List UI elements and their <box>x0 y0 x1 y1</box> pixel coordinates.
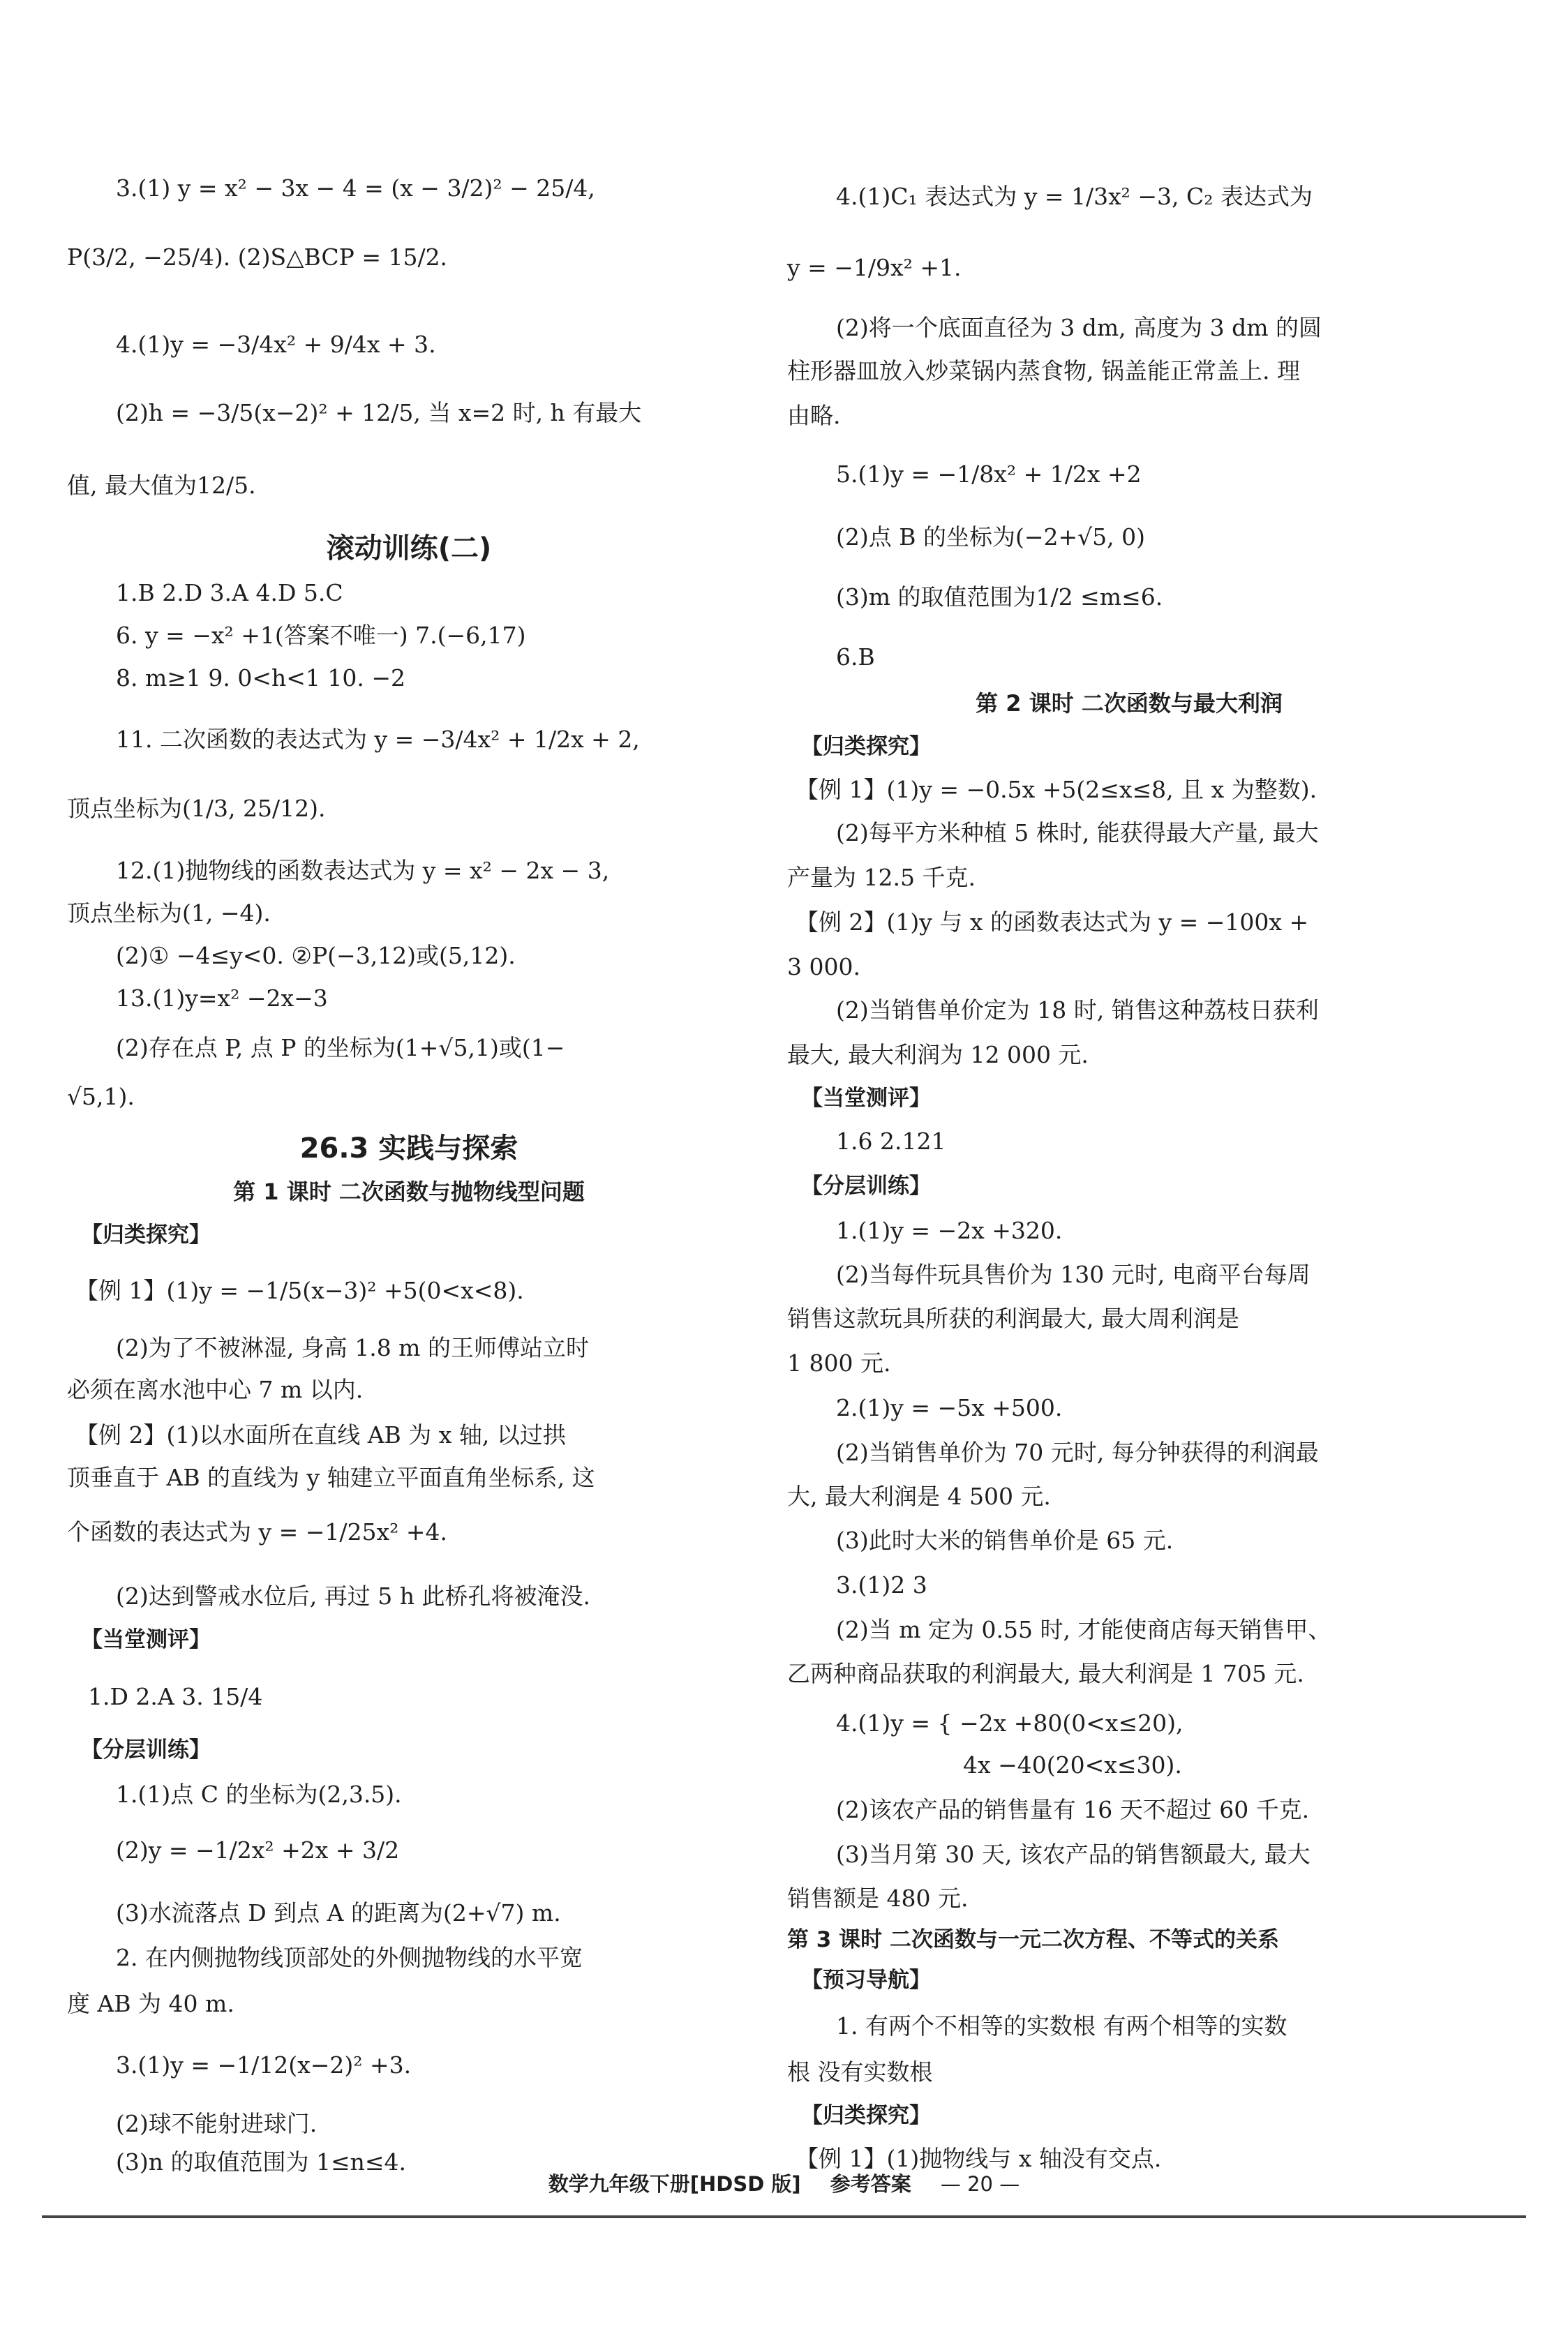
answer-line: 1. 有两个不相等的实数根 有两个相等的实数 <box>836 2012 1287 2040</box>
answer-line: (2)该农产品的销售量有 16 天不超过 60 千克. <box>836 1796 1310 1823</box>
answer-line: 4.(1)y = { −2x +80(0<x≤20), <box>836 1710 1184 1737</box>
answer-line: 1.(1)y = −2x +320. <box>836 1217 1063 1244</box>
tag-preview: 【预习导航】 <box>801 1968 931 1993</box>
answer-line: 8. m≥1 9. 0<h<1 10. −2 <box>116 664 406 691</box>
answer-line: 顶垂直于 AB 的直线为 y 轴建立平面直角坐标系, 这 <box>67 1464 595 1491</box>
answer-line: (2)存在点 P, 点 P 的坐标为(1+√5,1)或(1− <box>116 1034 565 1061</box>
answer-line: 乙两种商品获取的利润最大, 最大利润是 1 705 元. <box>787 1660 1304 1687</box>
answer-line: 5.(1)y = −1/8x² + 1/2x +2 <box>836 461 1142 488</box>
bottom-rule <box>42 2215 1526 2218</box>
answer-line: (2)当每件玩具售价为 130 元时, 电商平台每周 <box>836 1261 1311 1288</box>
answer-line: (2)达到警戒水位后, 再过 5 h 此桥孔将被淹没. <box>116 1583 590 1610</box>
answer-line: 度 AB 为 40 m. <box>67 1990 234 2017</box>
answer-line: P(3/2, −25/4). (2)S△BCP = 15/2. <box>67 244 448 271</box>
answer-line: 3.(1)y = −1/12(x−2)² +3. <box>116 2051 412 2079</box>
answer-line: (2)将一个底面直径为 3 dm, 高度为 3 dm 的圆 <box>836 314 1322 341</box>
answer-line: 产量为 12.5 千克. <box>787 864 976 891</box>
heading-section-26-3: 26.3 实践与探索 <box>299 1132 518 1165</box>
answer-line: 11. 二次函数的表达式为 y = −3/4x² + 1/2x + 2, <box>116 726 640 753</box>
answer-line: 销售这款玩具所获的利润最大, 最大周利润是 <box>787 1305 1239 1332</box>
answer-line: 值, 最大值为12/5. <box>67 472 256 499</box>
answer-line: 4.(1)y = −3/4x² + 9/4x + 3. <box>116 331 436 358</box>
answer-line: 最大, 最大利润为 12 000 元. <box>787 1041 1089 1068</box>
answer-line: 3.(1)2 3 <box>836 1571 927 1599</box>
answer-line: 【例 2】(1)y 与 x 的函数表达式为 y = −100x + <box>796 908 1309 936</box>
tag-explore: 【归类探究】 <box>801 734 931 759</box>
answer-line: 13.(1)y=x² −2x−3 <box>116 985 328 1012</box>
answer-line: 4x −40(20<x≤30). <box>963 1751 1182 1779</box>
footer-page-number: — 20 — <box>940 2172 1020 2196</box>
answer-line: 【例 1】(1)y = −1/5(x−3)² +5(0<x<8). <box>75 1277 524 1304</box>
answer-line: 顶点坐标为(1, −4). <box>67 899 271 927</box>
footer-book-title: 数学九年级下册[HDSD 版] <box>548 2172 801 2196</box>
tag-explore: 【归类探究】 <box>801 2103 931 2128</box>
answer-line: 6.B <box>836 643 875 671</box>
answer-line: 4.(1)C₁ 表达式为 y = 1/3x² −3, C₂ 表达式为 <box>836 183 1313 210</box>
answer-line: 销售额是 480 元. <box>787 1885 969 1912</box>
heading-rolling-training: 滚动训练(二) <box>326 532 492 564</box>
answer-line: √5,1). <box>67 1083 135 1110</box>
page-footer <box>0 2169 1568 2197</box>
answer-line: 根 没有实数根 <box>787 2058 933 2086</box>
answer-line: (2)h = −3/5(x−2)² + 12/5, 当 x=2 时, h 有最大 <box>116 399 642 426</box>
answer-line: (2)球不能射进球门. <box>116 2110 318 2137</box>
answer-line: 3.(1) y = x² − 3x − 4 = (x − 3/2)² − 25/4, <box>116 174 595 202</box>
answer-line: 1.(1)点 C 的坐标为(2,3.5). <box>116 1781 402 1808</box>
tag-class-test: 【当堂测评】 <box>801 1086 931 1111</box>
answer-line: (3)n 的取值范围为 1≤n≤4. <box>116 2148 407 2176</box>
answer-line: (2)当销售单价为 70 元时, 每分钟获得的利润最 <box>836 1439 1319 1466</box>
tag-layered-training: 【分层训练】 <box>801 1174 931 1199</box>
answer-line: 顶点坐标为(1/3, 25/12). <box>67 795 326 822</box>
answer-line: 柱形器皿放入炒菜锅内蒸食物, 锅盖能正常盖上. 理 <box>787 357 1300 384</box>
heading-lesson-1: 第 1 课时 二次函数与抛物线型问题 <box>233 1179 585 1205</box>
answer-line: (3)此时大米的销售单价是 65 元. <box>836 1527 1174 1554</box>
answer-line: 个函数的表达式为 y = −1/25x² +4. <box>67 1518 447 1546</box>
answer-line: (2)为了不被淋湿, 身高 1.8 m 的王师傅站立时 <box>116 1334 589 1361</box>
answer-line: 【例 1】(1)y = −0.5x +5(2≤x≤8, 且 x 为整数). <box>796 776 1317 803</box>
tag-explore: 【归类探究】 <box>81 1222 211 1248</box>
answer-line: 1.D 2.A 3. 15/4 <box>88 1683 263 1710</box>
answer-line: 必须在离水池中心 7 m 以内. <box>67 1376 364 1403</box>
heading-lesson-2: 第 2 课时 二次函数与最大利润 <box>976 690 1283 717</box>
tag-layered-training: 【分层训练】 <box>81 1737 211 1763</box>
answer-line: (2)每平方米种植 5 株时, 能获得最大产量, 最大 <box>836 819 1319 846</box>
answer-line: 3 000. <box>787 953 860 980</box>
tag-class-test: 【当堂测评】 <box>81 1627 211 1652</box>
answer-line: 2.(1)y = −5x +500. <box>836 1394 1063 1421</box>
answer-line: 【例 1】(1)抛物线与 x 轴没有交点. <box>796 2145 1162 2172</box>
answer-line: (3)水流落点 D 到点 A 的距离为(2+√7) m. <box>116 1899 561 1927</box>
answer-line: (3)m 的取值范围为1/2 ≤m≤6. <box>836 583 1163 611</box>
answer-line: (2)点 B 的坐标为(−2+√5, 0) <box>836 523 1146 551</box>
answer-line: 6. y = −x² +1(答案不唯一) 7.(−6,17) <box>116 622 526 649</box>
answer-line: (3)当月第 30 天, 该农产品的销售额最大, 最大 <box>836 1841 1311 1868</box>
answer-line: 2. 在内侧抛物线顶部处的外侧抛物线的水平宽 <box>116 1944 583 1971</box>
answer-line: 大, 最大利润是 4 500 元. <box>787 1483 1051 1510</box>
answer-line: y = −1/9x² +1. <box>787 254 962 281</box>
heading-lesson-3: 第 3 课时 二次函数与一元二次方程、不等式的关系 <box>787 1927 1279 1952</box>
answer-line: (2)当 m 定为 0.55 时, 才能使商店每天销售甲、 <box>836 1616 1331 1643</box>
answer-line: (2)y = −1/2x² +2x + 3/2 <box>116 1836 400 1864</box>
answer-line: (2)当销售单价定为 18 时, 销售这种荔枝日获利 <box>836 996 1319 1024</box>
answer-line: (2)① −4≤y<0. ②P(−3,12)或(5,12). <box>116 942 516 969</box>
answer-line: 12.(1)抛物线的函数表达式为 y = x² − 2x − 3, <box>116 857 610 884</box>
answer-line: 由略. <box>787 402 841 429</box>
footer-section: 参考答案 <box>830 2172 911 2196</box>
answer-line: 1.6 2.121 <box>836 1128 946 1155</box>
answer-line: 【例 2】(1)以水面所在直线 AB 为 x 轴, 以过拱 <box>75 1421 566 1449</box>
answer-line: 1 800 元. <box>787 1349 891 1377</box>
answer-line: 1.B 2.D 3.A 4.D 5.C <box>116 579 343 606</box>
